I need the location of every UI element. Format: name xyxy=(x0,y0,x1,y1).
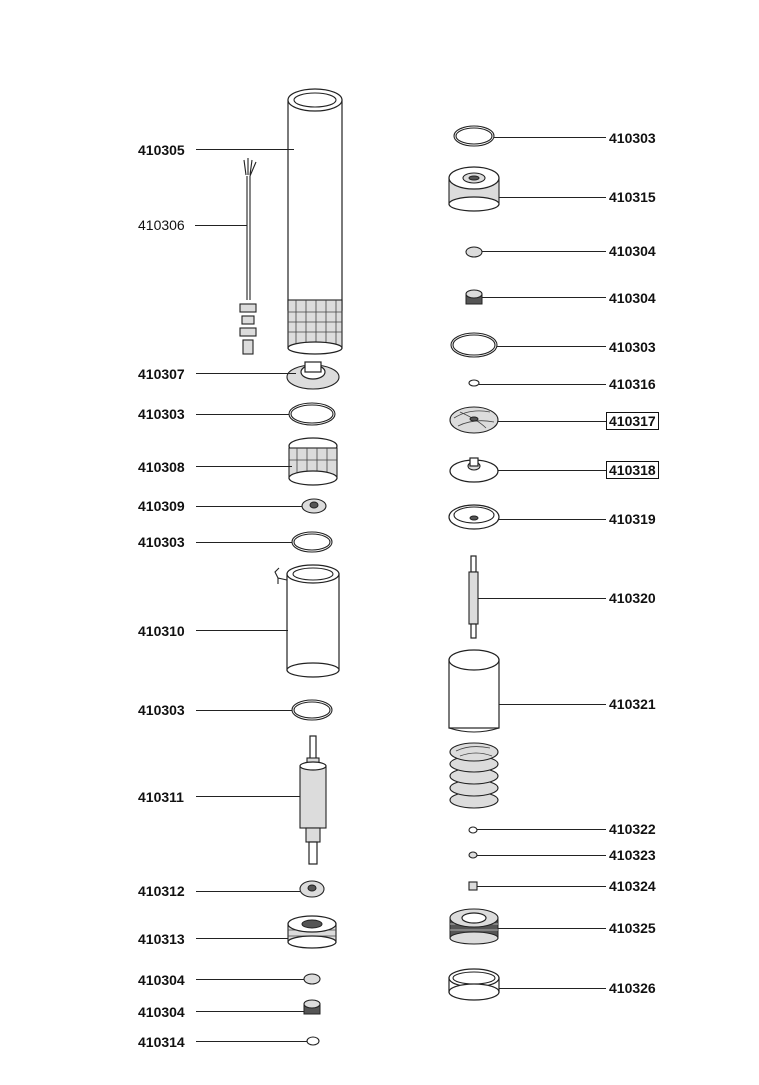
part-label-410310: 410310 xyxy=(138,623,185,639)
part-label-410326: 410326 xyxy=(609,980,656,996)
part-label-410322: 410322 xyxy=(609,821,656,837)
clip-part xyxy=(307,1037,319,1045)
bearing-part xyxy=(300,881,324,897)
part-label-410325: 410325 xyxy=(609,920,656,936)
nut-part xyxy=(469,882,477,890)
leader-line xyxy=(196,796,300,797)
part-label-410315: 410315 xyxy=(609,189,656,205)
part-label-410303: 410303 xyxy=(138,406,185,422)
cable-part xyxy=(240,158,256,354)
part-label-410324: 410324 xyxy=(609,878,656,894)
leader-line xyxy=(499,519,606,520)
small-washer-part xyxy=(469,827,477,833)
part-label-410303: 410303 xyxy=(609,339,656,355)
o-ring-part xyxy=(451,333,497,357)
part-label-410317: 410317 xyxy=(606,412,659,430)
part-label-410304: 410304 xyxy=(138,1004,185,1020)
base-cap-part xyxy=(449,969,499,1000)
part-label-410309: 410309 xyxy=(138,498,185,514)
leader-line xyxy=(196,630,288,631)
part-label-410303: 410303 xyxy=(609,130,656,146)
leader-line xyxy=(498,470,606,471)
part-label-410321: 410321 xyxy=(609,696,656,712)
leader-line xyxy=(478,598,606,599)
part-label-410304: 410304 xyxy=(609,243,656,259)
seal-part xyxy=(466,290,482,304)
part-label-410320: 410320 xyxy=(609,590,656,606)
leader-line xyxy=(196,1011,304,1012)
leader-line xyxy=(196,414,289,415)
part-label-410304: 410304 xyxy=(138,972,185,988)
leader-line xyxy=(195,225,247,226)
leader-line xyxy=(477,886,606,887)
motor-housing-part xyxy=(275,565,339,677)
part-label-410313: 410313 xyxy=(138,931,185,947)
part-label-410303: 410303 xyxy=(138,534,185,550)
leader-line xyxy=(196,938,288,939)
diffuser-top-part xyxy=(449,167,499,211)
sleeve-part xyxy=(449,650,499,732)
part-label-410304: 410304 xyxy=(609,290,656,306)
leader-line xyxy=(196,710,292,711)
seal-part xyxy=(304,1000,320,1014)
part-label-410316: 410316 xyxy=(609,376,656,392)
strainer-part xyxy=(289,438,337,485)
o-ring-part xyxy=(289,403,335,425)
impeller-disc-part xyxy=(450,458,498,482)
part-label-410306: 410306 xyxy=(138,217,185,233)
part-label-410312: 410312 xyxy=(138,883,185,899)
leader-line xyxy=(479,384,606,385)
leader-line xyxy=(497,346,606,347)
lower-casing-part xyxy=(450,909,498,944)
bearing-part xyxy=(302,499,326,513)
leader-line xyxy=(499,988,606,989)
bowl-part xyxy=(449,505,499,529)
leader-line xyxy=(482,251,606,252)
seal-part xyxy=(304,974,320,984)
leader-line xyxy=(498,421,606,422)
part-label-410303: 410303 xyxy=(138,702,185,718)
leader-line xyxy=(477,829,606,830)
leader-line xyxy=(196,542,292,543)
end-cap-part xyxy=(288,916,336,948)
impeller-part xyxy=(450,407,498,433)
impeller-stack-part xyxy=(450,743,498,808)
part-label-410319: 410319 xyxy=(609,511,656,527)
small-washer-part xyxy=(469,852,477,858)
leader-line xyxy=(196,149,294,150)
flange-part xyxy=(287,362,339,389)
leader-line xyxy=(196,1041,307,1042)
pump-shaft-part xyxy=(469,556,478,638)
leader-line xyxy=(196,466,292,467)
leader-line xyxy=(499,197,606,198)
washer-part xyxy=(469,380,479,386)
o-ring-part xyxy=(292,700,332,720)
part-label-410314: 410314 xyxy=(138,1034,185,1050)
o-ring-part xyxy=(292,532,332,552)
leader-line xyxy=(482,297,606,298)
leader-line xyxy=(196,891,300,892)
part-label-410305: 410305 xyxy=(138,142,185,158)
part-label-410311: 410311 xyxy=(138,789,184,805)
part-label-410323: 410323 xyxy=(609,847,656,863)
part-label-410318: 410318 xyxy=(606,461,659,479)
outer-tube-part xyxy=(288,89,342,354)
seal-part xyxy=(466,247,482,257)
leader-line xyxy=(196,506,302,507)
leader-line xyxy=(196,373,296,374)
leader-line xyxy=(477,855,606,856)
rotor-shaft-part xyxy=(300,736,326,864)
part-label-410307: 410307 xyxy=(138,366,185,382)
leader-line xyxy=(498,928,606,929)
o-ring-part xyxy=(454,126,494,146)
leader-line xyxy=(494,137,606,138)
leader-line xyxy=(196,979,304,980)
leader-line xyxy=(499,704,606,705)
part-label-410308: 410308 xyxy=(138,459,185,475)
